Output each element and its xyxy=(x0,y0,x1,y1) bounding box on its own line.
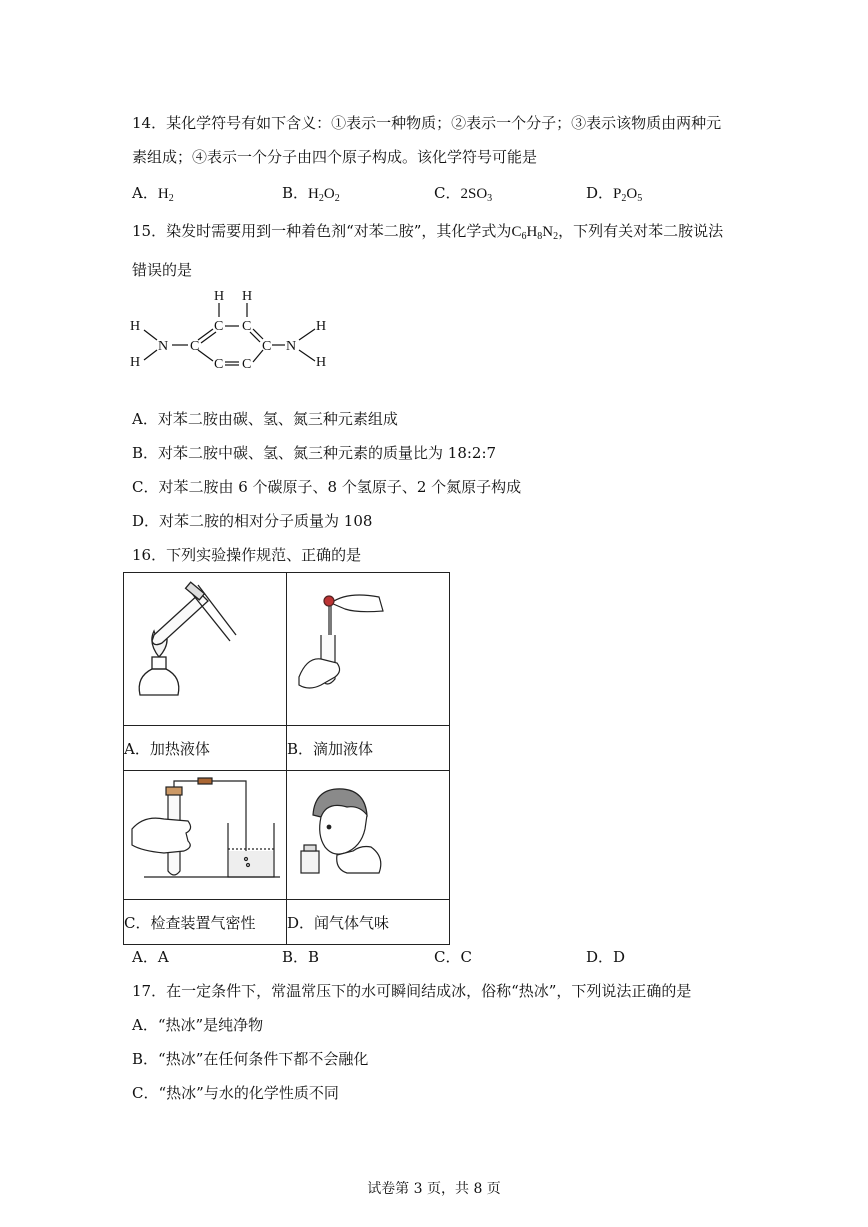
q16-option-b: B．B xyxy=(282,948,320,966)
q16-cell-label-a: A．加热液体 xyxy=(124,726,287,771)
q16-cell-label-c: C．检查装置气密性 xyxy=(124,900,287,945)
q17-option-c: C．“热冰”与水的化学性质不同 xyxy=(132,1084,339,1102)
q16-image-cell-d xyxy=(287,771,450,900)
q15-option-a: A．对苯二胺由碳、氢、氮三种元素组成 xyxy=(132,410,398,428)
dropping-liquid-illustration xyxy=(287,573,449,721)
q14-option-a: A．$H_2$ xyxy=(132,184,174,204)
atom-n: N xyxy=(286,339,297,354)
atom-c: C xyxy=(262,339,272,354)
q16-option-d: D．D xyxy=(586,948,626,966)
q17-option-b: B．“热冰”在任何条件下都不会融化 xyxy=(132,1050,369,1068)
q16-stem: 16．下列实验操作规范、正确的是 xyxy=(132,546,362,564)
atom-h: H xyxy=(130,319,141,334)
atom-h: H xyxy=(316,355,327,370)
q16-option-a: A．A xyxy=(132,948,169,966)
heating-liquid-illustration xyxy=(124,573,286,721)
q16-cell-label-d: D．闻气体气味 xyxy=(287,900,450,945)
q16-image-cell-c xyxy=(124,771,287,900)
q14-option-b: B．$H_2O_2$ xyxy=(282,184,340,204)
atom-c: C xyxy=(190,339,200,354)
q17-option-a: A．“热冰”是纯净物 xyxy=(132,1016,264,1034)
q16-image-cell-b xyxy=(287,573,450,726)
q15-option-d: D．对苯二胺的相对分子质量为 108 xyxy=(132,512,373,530)
q14-option-c: C．$2SO_3$ xyxy=(434,184,493,204)
atom-c: C xyxy=(214,319,224,334)
atom-c: C xyxy=(242,357,252,372)
atom-n: N xyxy=(158,339,169,354)
q14-stem-line2: 素组成；④表示一个分子由四个原子构成。该化学符号可能是 xyxy=(132,148,538,166)
q16-option-c: C．C xyxy=(434,948,472,966)
q16-cell-label-b: B．滴加液体 xyxy=(287,726,450,771)
structural-formula-diagram xyxy=(126,284,346,376)
q14-stem-line1: 14．某化学符号有如下含义：①表示一种物质；②表示一个分子；③表示该物质由两种元 xyxy=(132,114,722,132)
q14-option-d: D．$P_2O_5$ xyxy=(586,184,643,204)
atom-h: H xyxy=(214,289,225,304)
smelling-gas-illustration xyxy=(287,771,449,895)
atom-h: H xyxy=(130,355,141,370)
q15-stem-line1: 15．染发时需要用到一种着色剂“对苯二胺”，其化学式为$C_6H_8N_2$，下列有关对苯二胺说法 xyxy=(132,222,724,242)
q16-image-cell-a xyxy=(124,573,287,726)
q15-formula: $C_6H_8N_2$ xyxy=(511,224,559,242)
atom-c: C xyxy=(214,357,224,372)
atom-h: H xyxy=(316,319,327,334)
atom-c: C xyxy=(242,319,252,334)
airtightness-check-illustration xyxy=(124,771,286,895)
q15-stem-line2: 错误的是 xyxy=(132,261,193,279)
q16-operations-table xyxy=(123,572,450,945)
page-footer: 试卷第 3 页，共 8 页 xyxy=(367,1181,501,1197)
atom-h: H xyxy=(242,289,253,304)
q17-stem: 17．在一定条件下，常温常压下的水可瞬间结成冰，俗称“热冰”，下列说法正确的是 xyxy=(132,982,692,1000)
q15-option-b: B．对苯二胺中碳、氢、氮三种元素的质量比为 18:2:7 xyxy=(132,444,497,462)
q15-option-c: C．对苯二胺由 6 个碳原子、8 个氢原子、2 个氮原子构成 xyxy=(132,478,522,496)
